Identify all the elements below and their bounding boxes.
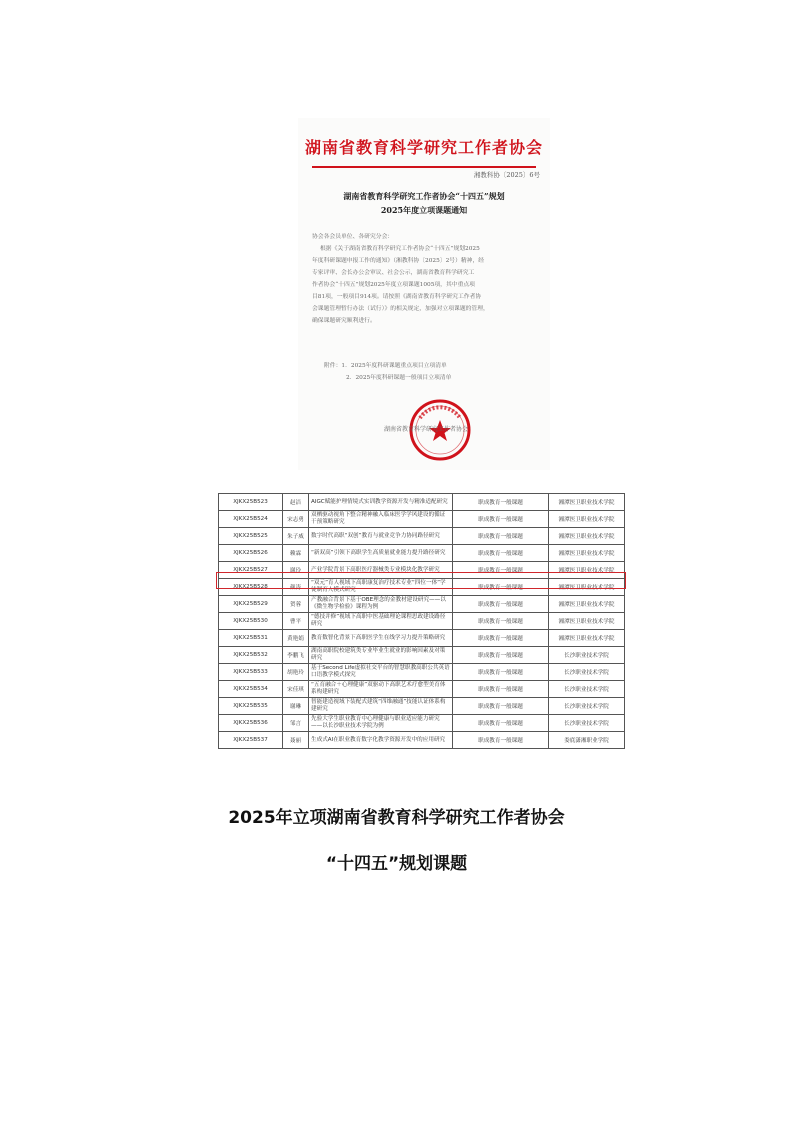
caption-line-2: “十四五”规划课题 — [325, 854, 468, 874]
project-title-cell: 产教融合背景下基于OBE理念的金教材建设研究——以《微生物学检验》课程为例 — [309, 596, 453, 613]
project-id-cell: XJKX25B536 — [219, 715, 283, 732]
researcher-cell: 黄艳娟 — [283, 630, 309, 647]
researcher-cell: 谢玲 — [283, 562, 309, 579]
body-line: 会课题管理暂行办法（试行）》的相关规定，加强对立项课题的管理， — [312, 306, 489, 312]
project-title-cell: 湖南高职院校建筑类专业毕业生就业的影响因素及对策研究 — [309, 647, 453, 664]
researcher-cell: 贺蓉 — [283, 596, 309, 613]
salutation: 协会各会员单位、各研究分会： — [312, 234, 394, 240]
caption-line-1: 2025年立项湖南省教育科学研究工作者协会 — [228, 808, 565, 828]
body-line: 作者协会“十四五”规划2025年度立项课题1005项，其中重点项 — [312, 282, 475, 288]
table-row — [219, 715, 625, 732]
researcher-cell: 宋志勇 — [283, 511, 309, 528]
project-id-cell: XJKX25B534 — [219, 681, 283, 698]
project-title-cell: 数字时代高职“双创”教育与就业竞争力协同路径研究 — [309, 528, 453, 545]
researcher-cell: 聂丽 — [283, 732, 309, 749]
category-cell: 职成教育一般课题 — [453, 732, 549, 749]
category-cell: 职成教育一般课题 — [453, 562, 549, 579]
project-id-cell: XJKX25B525 — [219, 528, 283, 545]
project-title-cell: 智能建造视域下装配式建筑“四维融通”技能认证体系构建研究 — [309, 698, 453, 715]
institution-cell: 湘潭医卫职业技术学院 — [549, 562, 625, 579]
document-number: 湘教科协〔2025〕6号 — [473, 171, 540, 179]
table-row — [219, 494, 625, 511]
attachment-line: 2．2025年度科研课题一般项目立项清单 — [346, 375, 452, 381]
category-cell: 职成教育一般课题 — [453, 613, 549, 630]
category-cell: 职成教育一般课题 — [453, 647, 549, 664]
project-title-cell: “新双高”引领下高职学生高质量就业能力提升路径研究 — [309, 545, 453, 562]
researcher-cell: 赵洁 — [283, 494, 309, 511]
institution-cell: 长沙职业技术学院 — [549, 715, 625, 732]
institution-cell: 湘潭医卫职业技术学院 — [549, 545, 625, 562]
project-id-cell: XJKX25B523 — [219, 494, 283, 511]
category-cell: 职成教育一般课题 — [453, 630, 549, 647]
project-id-cell: XJKX25B531 — [219, 630, 283, 647]
project-id-cell: XJKX25B524 — [219, 511, 283, 528]
project-title-cell: 基于Second Life虚拟社交平台的智慧职教高职公共英语口语教学模式探究 — [309, 664, 453, 681]
body-line: 年度科研课题申报工作的通知》（湘教科协〔2025〕2号）精神，经 — [312, 258, 485, 264]
institution-cell: 湘潭医卫职业技术学院 — [549, 630, 625, 647]
category-cell: 职成教育一般课题 — [453, 545, 549, 562]
project-title-cell: 双栖驱动视角下整合精神融入临床医学学风建设的循证干预策略研究 — [309, 511, 453, 528]
researcher-cell: 李鹏飞 — [283, 647, 309, 664]
institution-cell: 娄底潇湘职业学院 — [549, 732, 625, 749]
table-row — [219, 630, 625, 647]
category-cell: 职成教育一般课题 — [453, 511, 549, 528]
category-cell: 职成教育一般课题 — [453, 596, 549, 613]
researcher-cell: 胡艳玲 — [283, 664, 309, 681]
institution-cell: 长沙职业技术学院 — [549, 698, 625, 715]
org-title: 湖南省教育科学研究工作者协会 — [304, 138, 543, 157]
institution-cell: 湘潭医卫职业技术学院 — [549, 579, 625, 596]
researcher-cell: 宋佳琪 — [283, 681, 309, 698]
project-title-cell: 生成式AI在职业教育数字化教学资源开发中的应用研究 — [309, 732, 453, 749]
notice-title-line-2: 2025年度立项课题通知 — [380, 205, 468, 215]
project-title-cell: “双元”育人视域下高职康复治疗技术专业“四位一体”学徒制育人模式研究 — [309, 579, 453, 596]
table-row — [219, 698, 625, 715]
project-title-cell: AIGC赋能护理情境式实训教学资源开发与精准适配研究 — [309, 494, 453, 511]
category-cell: 职成教育一般课题 — [453, 528, 549, 545]
institution-cell: 湘潭医卫职业技术学院 — [549, 494, 625, 511]
project-table-grid — [218, 493, 625, 749]
table-row — [219, 732, 625, 749]
project-id-cell: XJKX25B527 — [219, 562, 283, 579]
category-cell: 职成教育一般课题 — [453, 664, 549, 681]
institution-cell: 湘潭医卫职业技术学院 — [549, 511, 625, 528]
researcher-cell: 谢琳 — [283, 698, 309, 715]
official-seal — [384, 398, 472, 462]
table-row — [219, 664, 625, 681]
notice-title-line-1: 湖南省教育科学研究工作者协会“十四五”规划 — [343, 191, 505, 201]
researcher-cell: 邹言 — [283, 715, 309, 732]
project-title-cell: 产业学院背景下高职医疗器械类专业模块化教学研究 — [309, 562, 453, 579]
table-row — [219, 562, 625, 579]
category-cell: 职成教育一般课题 — [453, 579, 549, 596]
table-row — [219, 579, 625, 596]
attachment-line: 附件：1．2025年度科研课题重点项目立项清单 — [324, 363, 447, 369]
table-row — [219, 528, 625, 545]
table-row — [219, 545, 625, 562]
project-id-cell: XJKX25B535 — [219, 698, 283, 715]
institution-cell: 湘潭医卫职业技术学院 — [549, 596, 625, 613]
institution-cell: 长沙职业技术学院 — [549, 681, 625, 698]
project-id-cell: XJKX25B528 — [219, 579, 283, 596]
institution-cell: 湘潭医卫职业技术学院 — [549, 528, 625, 545]
body-line: 专家评审、会长办公会审议、社会公示，湖南省教育科学研究工 — [312, 270, 475, 276]
institution-cell: 长沙职业技术学院 — [549, 647, 625, 664]
project-table — [218, 493, 624, 781]
institution-cell: 长沙职业技术学院 — [549, 664, 625, 681]
signature-org: 湖南省教育科学研究工作者协会 — [384, 426, 469, 433]
researcher-cell: 朱子威 — [283, 528, 309, 545]
project-id-cell: XJKX25B530 — [219, 613, 283, 630]
researcher-cell: 赖霖 — [283, 545, 309, 562]
researcher-cell: 曹平 — [283, 613, 309, 630]
project-id-cell: XJKX25B532 — [219, 647, 283, 664]
project-id-cell: XJKX25B533 — [219, 664, 283, 681]
body-line: 确保课题研究顺利进行。 — [312, 318, 376, 324]
category-cell: 职成教育一般课题 — [453, 681, 549, 698]
body-line: 目81项，一般项目914项。请按照《湖南省教育科学研究工作者协 — [312, 294, 482, 300]
project-title-cell: 教育数智化背景下高职医学生在线学习力提升策略研究 — [309, 630, 453, 647]
category-cell: 职成教育一般课题 — [453, 698, 549, 715]
notice-scan — [298, 118, 550, 470]
project-title-cell: “德技并修”视域下高职中医基础理论课程思政建设路径研究 — [309, 613, 453, 630]
table-row — [219, 681, 625, 698]
body-line: 根据《关于湖南省教育科学研究工作者协会“十四五”规划2025 — [320, 246, 480, 252]
category-cell: 职成教育一般课题 — [453, 494, 549, 511]
project-title-cell: “五育融合＋心理健康”双驱动下高职艺术疗愈型美育体系构建研究 — [309, 681, 453, 698]
table-row — [219, 647, 625, 664]
project-title-cell: 先验大学生职业教育中心理健康与职业适应能力研究——以长沙职业技术学院为例 — [309, 715, 453, 732]
researcher-cell: 颜涛 — [283, 579, 309, 596]
red-header-rule — [312, 166, 536, 168]
institution-cell: 湘潭医卫职业技术学院 — [549, 613, 625, 630]
project-id-cell: XJKX25B537 — [219, 732, 283, 749]
table-row — [219, 596, 625, 613]
project-id-cell: XJKX25B526 — [219, 545, 283, 562]
category-cell: 职成教育一般课题 — [453, 715, 549, 732]
project-id-cell: XJKX25B529 — [219, 596, 283, 613]
table-row — [219, 613, 625, 630]
table-row — [219, 511, 625, 528]
